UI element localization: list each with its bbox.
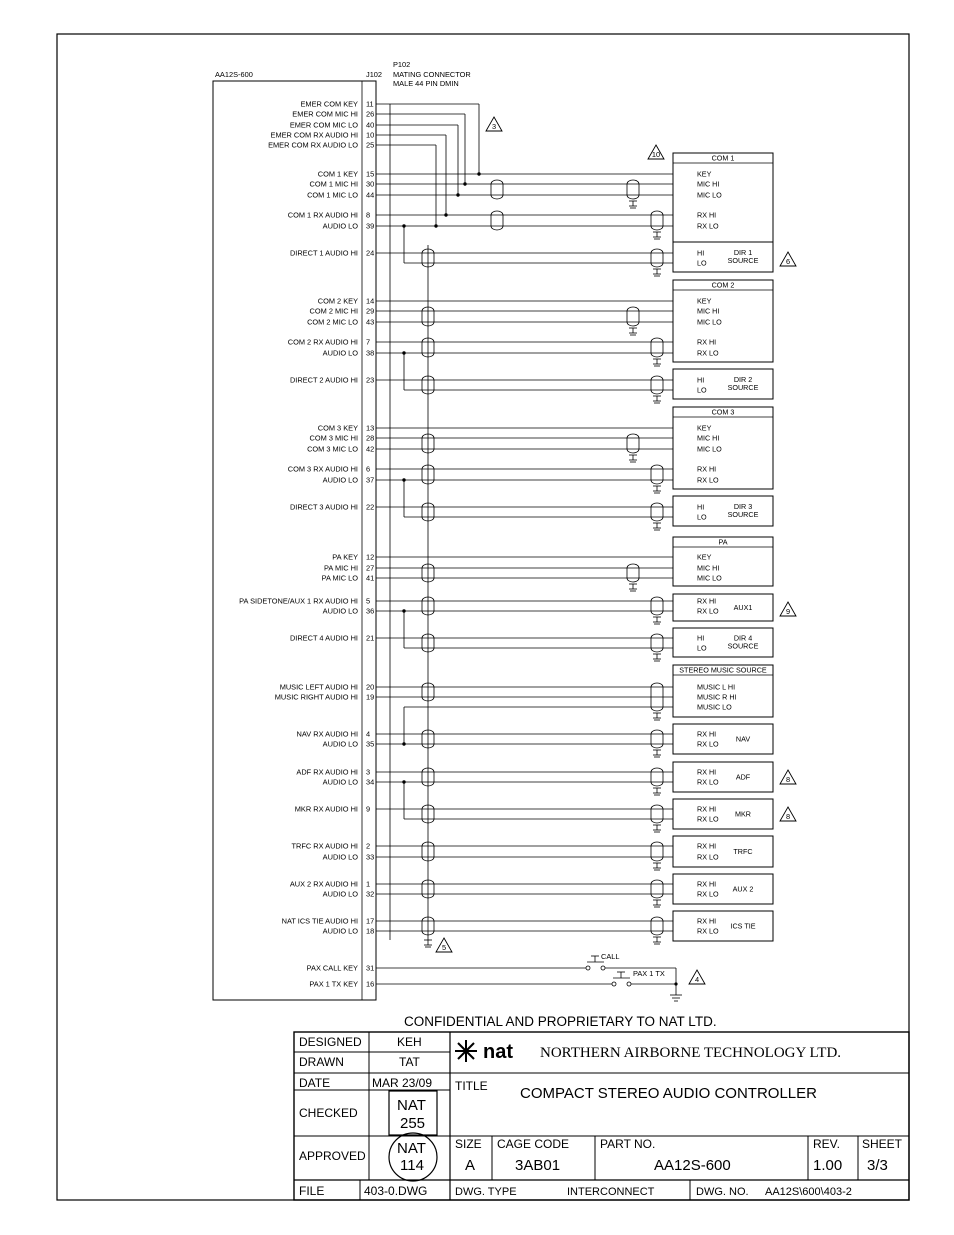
shield-ground-icon (424, 940, 432, 947)
pax1tx-label: PAX 1 TX (633, 969, 665, 978)
shield-ground-icon (629, 455, 637, 462)
equipment-box (673, 874, 773, 904)
box-terminal: KEY (697, 423, 712, 433)
box-terminal: HI (697, 502, 705, 512)
junction-dot (402, 478, 405, 481)
pin-number: 29 (366, 306, 375, 316)
shield-ground-icon (653, 396, 661, 403)
box-terminal: RX HI (697, 464, 717, 474)
pin-label: EMER COM RX AUDIO LO (268, 140, 358, 150)
box-name: AUX 2 (732, 884, 754, 894)
box-terminal: MIC LO (697, 317, 722, 327)
pin-label: ADF RX AUDIO HI (296, 767, 358, 777)
box-terminal: RX LO (697, 814, 719, 824)
box-name: SOURCE (727, 641, 759, 651)
box-terminal: RX HI (697, 767, 717, 777)
checked-stamp-1: NAT (397, 1097, 426, 1114)
box-terminal: LO (697, 643, 707, 653)
pin-number: 7 (366, 337, 371, 347)
dwg-no-value: AA12S\600\403-2 (765, 1186, 852, 1198)
shield (627, 307, 639, 326)
nat-logo-icon (455, 1040, 477, 1062)
pin-number: 19 (366, 692, 375, 702)
pin-number: 22 (366, 502, 375, 512)
shield-ground-icon (653, 900, 661, 907)
plug-label: P102 (393, 60, 411, 69)
shield-ground-icon (629, 328, 637, 335)
shield (651, 249, 663, 267)
date-value: MAR 23/09 (372, 1076, 433, 1090)
note-number: 10 (651, 150, 661, 159)
shield (651, 597, 663, 615)
confidential-notice: CONFIDENTIAL AND PROPRIETARY TO NAT LTD. (404, 1014, 717, 1029)
pin-number: 15 (366, 169, 375, 179)
pin-label: PAX CALL KEY (306, 963, 358, 973)
equipment-box (673, 628, 773, 657)
shield (627, 434, 639, 453)
box-name: SOURCE (727, 383, 759, 392)
box-title: COM 2 (711, 280, 735, 290)
box-terminal: RX LO (697, 852, 719, 862)
note-flag-icon (436, 938, 452, 952)
box-name: ADF (735, 772, 751, 782)
pin-number: 30 (366, 179, 375, 189)
pin-number: 31 (366, 963, 375, 973)
pin-label: PA SIDETONE/AUX 1 RX AUDIO HI (239, 596, 358, 606)
shield (651, 338, 663, 357)
checked-stamp-2: 255 (400, 1115, 426, 1132)
box-terminal: RX LO (697, 777, 719, 787)
pin-number: 5 (366, 596, 371, 606)
shield (651, 503, 663, 521)
pin-label: COM 3 MIC HI (309, 433, 358, 443)
pin-number: 6 (366, 464, 371, 474)
pin-label: EMER COM MIC HI (292, 109, 358, 119)
pin-label: COM 2 MIC HI (309, 306, 358, 316)
box-terminal: HI (697, 248, 705, 258)
equipment-box (673, 836, 773, 867)
pin-label: COM 3 RX AUDIO HI (287, 464, 358, 474)
shield-ground-icon (629, 584, 637, 591)
note-number: 8 (785, 775, 791, 784)
box-terminal: RX LO (697, 889, 719, 899)
shield (651, 211, 663, 230)
approved-stamp-2: 114 (400, 1157, 424, 1174)
company-name: NORTHERN AIRBORNE TECHNOLOGY LTD. (540, 1045, 842, 1061)
plug-desc-1: MATING CONNECTOR (393, 70, 471, 79)
box-terminal: LO (697, 258, 707, 268)
pin-label: COM 1 RX AUDIO HI (287, 210, 358, 220)
note-flag-icon (689, 970, 705, 984)
pin-label: PA MIC LO (321, 573, 358, 583)
pin-label: MUSIC RIGHT AUDIO HI (274, 692, 358, 702)
pin-number: 38 (366, 348, 375, 358)
pin-label: AUDIO LO (322, 739, 358, 749)
equipment-box (673, 799, 773, 829)
pin-label: PA KEY (332, 552, 358, 562)
note-number: 9 (785, 607, 791, 616)
box-terminal: MIC LO (697, 190, 722, 200)
box-terminal: RX HI (697, 596, 717, 606)
file-value: 403-0.DWG (364, 1184, 428, 1198)
pin-label: DIRECT 1 AUDIO HI (289, 248, 358, 258)
size-label: SIZE (455, 1137, 482, 1151)
shield-ground-icon (653, 359, 661, 366)
box-name: ICS TIE (730, 921, 756, 931)
box-terminal: LO (697, 385, 707, 395)
pin-number: 37 (366, 475, 375, 485)
pin-number: 41 (366, 573, 375, 583)
shield-ground-icon (653, 825, 661, 832)
cage-label: CAGE CODE (497, 1137, 570, 1151)
checked-label: CHECKED (299, 1106, 358, 1120)
sheet-label: SHEET (862, 1137, 903, 1151)
junction-dot (402, 742, 405, 745)
note-flag-icon (648, 145, 664, 159)
shield (651, 730, 663, 748)
box-title: STEREO MUSIC SOURCE (679, 665, 767, 675)
box-title: COM 1 (711, 153, 735, 163)
note-number: 3 (491, 122, 497, 131)
pin-label: AUDIO LO (322, 926, 358, 936)
pin-number: 12 (366, 552, 375, 562)
shield (651, 634, 663, 652)
company-logo-text: nat (483, 1041, 513, 1063)
shield-ground-icon (653, 788, 661, 795)
pin-number: 32 (366, 889, 375, 899)
box-terminal: KEY (697, 296, 712, 306)
pin-number: 24 (366, 248, 375, 258)
pin-label: EMER COM MIC LO (289, 120, 358, 130)
title-value: COMPACT STEREO AUDIO CONTROLLER (520, 1085, 817, 1102)
shield (651, 842, 663, 861)
note-number: 4 (694, 975, 700, 984)
pin-number: 4 (366, 729, 371, 739)
box-name: DIR 4 (733, 633, 753, 643)
shield-ground-icon (653, 713, 661, 720)
pin-number: 1 (366, 879, 371, 889)
unit-label: AA12S-600 (215, 70, 253, 79)
pin-label: DIRECT 4 AUDIO HI (289, 633, 358, 643)
shield-ground-icon (653, 486, 661, 493)
designed-value: KEH (397, 1035, 422, 1049)
box-name: SOURCE (727, 510, 759, 519)
box-name: TRFC (733, 847, 753, 856)
pin-number: 13 (366, 423, 375, 433)
box-terminal: RX HI (697, 210, 717, 220)
box-terminal: RX HI (697, 879, 717, 889)
plug-desc-2: MALE 44 PIN DMIN (393, 79, 459, 88)
pin-number: 3 (366, 767, 371, 777)
box-terminal: RX HI (697, 337, 717, 347)
pin-label: EMER COM KEY (300, 99, 358, 109)
equipment-box (673, 242, 773, 272)
box-terminal: RX HI (697, 916, 717, 926)
box-terminal: MUSIC LO (697, 702, 732, 712)
pin-number: 11 (366, 99, 374, 109)
note-number: 6 (785, 257, 791, 266)
pin-number: 28 (366, 433, 375, 443)
box-name: NAV (735, 734, 751, 744)
box-terminal: RX LO (697, 221, 719, 231)
pin-label: AUDIO LO (322, 606, 358, 616)
pin-label: TRFC RX AUDIO HI (291, 841, 358, 851)
shield (651, 917, 663, 935)
pin-label: AUDIO LO (322, 475, 358, 485)
call-switch (376, 952, 676, 970)
pin-label: MKR RX AUDIO HI (294, 804, 358, 814)
shield-ground-icon (653, 863, 661, 870)
box-terminal: RX LO (697, 739, 719, 749)
pin-number: 27 (366, 563, 375, 573)
shield (651, 465, 663, 484)
pin-number: 33 (366, 852, 375, 862)
pin-label: COM 1 MIC HI (309, 179, 358, 189)
pin-label: DIRECT 3 AUDIO HI (289, 502, 358, 512)
pin-label: NAT ICS TIE AUDIO HI (281, 916, 358, 926)
box-name: AUX1 (733, 603, 753, 612)
file-label: FILE (299, 1184, 325, 1198)
pin-label: COM 2 MIC LO (307, 317, 358, 327)
box-terminal: MUSIC R HI (697, 692, 737, 702)
shield-ground-icon (653, 654, 661, 661)
box-name: DIR 2 (733, 375, 753, 384)
box-terminal: RX LO (697, 926, 719, 936)
call-label: CALL (601, 952, 620, 961)
rev-label: REV. (813, 1137, 840, 1151)
box-terminal: MIC HI (697, 433, 720, 443)
pin-number: 2 (366, 841, 371, 851)
pin-label: DIRECT 2 AUDIO HI (289, 375, 358, 385)
pin-label: COM 3 MIC LO (307, 444, 358, 454)
sheet-value: 3/3 (867, 1157, 888, 1174)
box-terminal: HI (697, 375, 705, 385)
pin-number: 21 (366, 633, 375, 643)
pin-label: EMER COM RX AUDIO HI (270, 130, 358, 140)
part-value: AA12S-600 (654, 1157, 731, 1174)
pin-number: 9 (366, 804, 371, 814)
cage-value: 3AB01 (515, 1157, 561, 1174)
equipment-box (673, 594, 773, 621)
pin-number: 8 (366, 210, 371, 220)
pin-number: 42 (366, 444, 375, 454)
pin-number: 14 (366, 296, 375, 306)
box-terminal: HI (697, 633, 705, 643)
size-value: A (465, 1157, 476, 1174)
dwg-type-value: INTERCONNECT (567, 1186, 655, 1198)
equipment-box (673, 496, 773, 526)
shield-ground-icon (653, 617, 661, 624)
box-terminal: LO (697, 512, 707, 522)
pin-number: 34 (366, 777, 375, 787)
pin-number: 26 (366, 109, 375, 119)
note-flag-icon (486, 117, 502, 131)
pin-number: 10 (366, 130, 375, 140)
box-terminal: MIC LO (697, 573, 722, 583)
pin-label: MUSIC LEFT AUDIO HI (279, 682, 358, 692)
box-name: DIR 1 (733, 248, 753, 257)
pin-number: 25 (366, 140, 375, 150)
junction-dot (402, 224, 405, 227)
note-flag-icon (780, 770, 796, 784)
box-title: PA (718, 537, 728, 547)
junction-dot (402, 351, 405, 354)
note-number: 8 (785, 812, 791, 821)
pin-number: 44 (366, 190, 375, 200)
box-name: DIR 3 (733, 502, 753, 511)
pin-label: AUDIO LO (322, 777, 358, 787)
box-terminal: MIC HI (697, 179, 720, 189)
note-number: 5 (441, 943, 447, 952)
shield (627, 564, 639, 582)
equipment-box (673, 665, 773, 717)
box-terminal: MUSIC L HI (697, 682, 736, 692)
pin-label: AUX 2 RX AUDIO HI (289, 879, 358, 889)
box-terminal: KEY (697, 169, 712, 179)
shield-ground-icon (629, 201, 637, 208)
box-terminal: MIC LO (697, 444, 722, 454)
shield-ground-icon (653, 750, 661, 757)
pin-label: COM 1 MIC LO (307, 190, 358, 200)
pin-label: AUDIO LO (322, 348, 358, 358)
shield-ground-icon (653, 937, 661, 944)
note-flag-icon (780, 807, 796, 821)
box-title: COM 3 (711, 407, 735, 417)
title-label: TITLE (455, 1079, 488, 1093)
dwg-no-label: DWG. NO. (696, 1186, 749, 1198)
shield (627, 180, 639, 199)
pin-number: 18 (366, 926, 375, 936)
box-terminal: RX LO (697, 475, 719, 485)
pin-number: 40 (366, 120, 375, 130)
date-label: DATE (299, 1076, 331, 1090)
junction-dot (402, 780, 405, 783)
pin-label: COM 1 KEY (317, 169, 358, 179)
pin-label: COM 2 KEY (317, 296, 358, 306)
equipment-box (673, 762, 773, 792)
pin-number: 23 (366, 375, 375, 385)
jack-label: J102 (366, 70, 383, 79)
approved-stamp-1: NAT (397, 1140, 426, 1157)
equipment-box (673, 280, 773, 362)
part-label: PART NO. (600, 1137, 656, 1151)
pin-label: COM 2 RX AUDIO HI (287, 337, 358, 347)
box-layer (673, 153, 773, 941)
equipment-box (673, 724, 773, 754)
shield (651, 805, 663, 823)
equipment-box (673, 537, 773, 586)
designed-label: DESIGNED (299, 1035, 362, 1049)
shield (491, 180, 503, 199)
shield-ground-icon (653, 523, 661, 530)
approved-label: APPROVED (299, 1149, 366, 1163)
equipment-box (673, 407, 773, 489)
pin-label: NAV RX AUDIO HI (296, 729, 358, 739)
box-name: SOURCE (727, 256, 759, 265)
box-terminal: RX LO (697, 348, 719, 358)
box-terminal: MIC HI (697, 563, 720, 573)
pin-label: AUDIO LO (322, 852, 358, 862)
drawn-value: TAT (399, 1055, 420, 1069)
pin-number: 20 (366, 682, 375, 692)
junction-dot (402, 609, 405, 612)
dwg-type-label: DWG. TYPE (455, 1186, 517, 1198)
note-flag-icon (780, 602, 796, 616)
shield-ground-icon (653, 232, 661, 239)
box-name: MKR (735, 809, 751, 819)
equipment-box (673, 911, 773, 941)
box-terminal: RX LO (697, 606, 719, 616)
pin-label: PA MIC HI (324, 563, 358, 573)
pin-number: 35 (366, 739, 375, 749)
pin-label: COM 3 KEY (317, 423, 358, 433)
rev-value: 1.00 (813, 1157, 843, 1174)
pin-number: 17 (366, 916, 375, 926)
pin-label: PAX 1 TX KEY (309, 979, 358, 989)
pin-number: 39 (366, 221, 375, 231)
wire-layer (376, 104, 673, 947)
note-flag-icon (780, 252, 796, 266)
pin-number: 43 (366, 317, 375, 327)
shield (651, 768, 663, 786)
shield-ground-icon (653, 269, 661, 276)
shield (651, 880, 663, 898)
box-terminal: RX HI (697, 804, 717, 814)
equipment-box (673, 369, 773, 399)
pin-label: AUDIO LO (322, 221, 358, 231)
box-terminal: MIC HI (697, 306, 720, 316)
box-terminal: RX HI (697, 841, 717, 851)
shield (651, 376, 663, 394)
pin-label: AUDIO LO (322, 889, 358, 899)
pin-layer (239, 100, 374, 989)
box-terminal: RX HI (697, 729, 717, 739)
shield (491, 211, 503, 230)
pax1tx-switch (376, 968, 682, 1001)
pin-number: 16 (366, 979, 375, 989)
drawn-label: DRAWN (299, 1055, 344, 1069)
box-terminal: KEY (697, 552, 712, 562)
pin-number: 36 (366, 606, 375, 616)
